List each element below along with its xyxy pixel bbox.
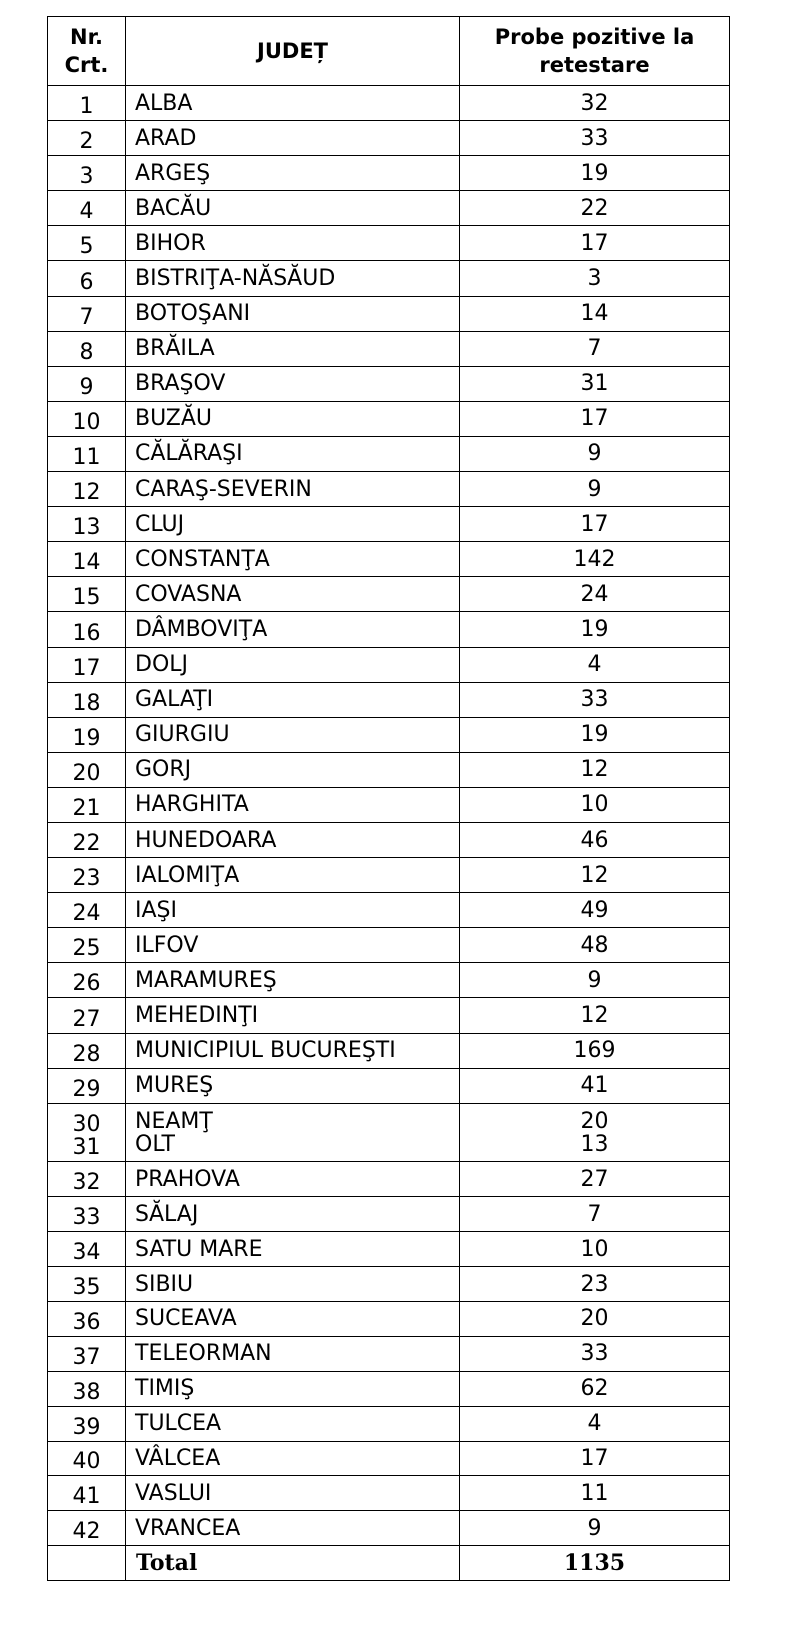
- table-row: [48, 507, 730, 542]
- table-row: [48, 893, 730, 928]
- positive-count: 12: [460, 752, 730, 787]
- positive-count: 22: [460, 191, 730, 226]
- county-name: SIBIU: [126, 1267, 460, 1302]
- table-row: [48, 156, 730, 191]
- table-row: [48, 1301, 730, 1336]
- row-number: 38: [48, 1371, 126, 1406]
- positive-count: 19: [460, 612, 730, 647]
- row-number: 31: [48, 1127, 126, 1162]
- county-name: PRAHOVA: [126, 1162, 460, 1197]
- table-row: [48, 1371, 730, 1406]
- table-row: [48, 1406, 730, 1441]
- positive-count: 12: [460, 858, 730, 893]
- county-name: COVASNA: [126, 577, 460, 612]
- row-number: 7: [48, 296, 126, 331]
- row-number: 16: [48, 612, 126, 647]
- table-row: [48, 1441, 730, 1476]
- table-row: [48, 1232, 730, 1267]
- table-row: [48, 682, 730, 717]
- county-name: BIHOR: [126, 226, 460, 261]
- row-number: 35: [48, 1267, 126, 1302]
- positive-count: 9: [460, 436, 730, 471]
- positive-count: 48: [460, 928, 730, 963]
- county-name: BACĂU: [126, 191, 460, 226]
- table-row: [48, 542, 730, 577]
- positive-count: 13: [460, 1127, 730, 1162]
- county-name: ALBA: [126, 86, 460, 121]
- row-number: 22: [48, 822, 126, 857]
- county-name: SĂLAJ: [126, 1197, 460, 1232]
- positive-count: 33: [460, 121, 730, 156]
- row-number: 32: [48, 1162, 126, 1197]
- table-row: [48, 296, 730, 331]
- table-row: [48, 436, 730, 471]
- positive-count: 62: [460, 1371, 730, 1406]
- table-row: [48, 612, 730, 647]
- positive-count: 4: [460, 1406, 730, 1441]
- header-nr-crt: [48, 17, 126, 86]
- row-number: 5: [48, 226, 126, 261]
- positive-count: 4: [460, 647, 730, 682]
- positive-count: 49: [460, 893, 730, 928]
- county-name: BOTOŞANI: [126, 296, 460, 331]
- row-number: 28: [48, 1033, 126, 1068]
- county-name: VÂLCEA: [126, 1441, 460, 1476]
- positive-count: 33: [460, 1336, 730, 1371]
- table-row: [48, 331, 730, 366]
- positive-count: 3: [460, 261, 730, 296]
- results-table-part-2: [47, 1127, 730, 1581]
- row-number: 40: [48, 1441, 126, 1476]
- table-row: [48, 1127, 730, 1162]
- row-number: 9: [48, 366, 126, 401]
- positive-count: 17: [460, 226, 730, 261]
- header-probe-pozitive: [460, 17, 730, 86]
- county-name: CĂLĂRAŞI: [126, 436, 460, 471]
- positive-count: 10: [460, 1232, 730, 1267]
- positive-count: 20: [460, 1103, 730, 1138]
- county-name: GIURGIU: [126, 717, 460, 752]
- county-name: DÂMBOVIŢA: [126, 612, 460, 647]
- positive-count: 27: [460, 1162, 730, 1197]
- positive-count: 17: [460, 401, 730, 436]
- row-number: 8: [48, 331, 126, 366]
- table-row: [48, 366, 730, 401]
- row-number: 41: [48, 1476, 126, 1511]
- county-name: ARGEŞ: [126, 156, 460, 191]
- row-number: 23: [48, 858, 126, 893]
- table-row: [48, 1267, 730, 1302]
- table-row: [48, 858, 730, 893]
- county-name: MUNICIPIUL BUCUREŞTI: [126, 1033, 460, 1068]
- positive-count: 41: [460, 1068, 730, 1103]
- table-header-row: [48, 17, 730, 86]
- county-name: CONSTANŢA: [126, 542, 460, 577]
- positive-count: 9: [460, 1511, 730, 1546]
- table-row: [48, 401, 730, 436]
- row-number: 13: [48, 507, 126, 542]
- row-number: 42: [48, 1511, 126, 1546]
- positive-count: 19: [460, 717, 730, 752]
- positive-count: 7: [460, 331, 730, 366]
- county-name: VRANCEA: [126, 1511, 460, 1546]
- row-number: 12: [48, 472, 126, 507]
- positive-count: 10: [460, 787, 730, 822]
- table-row: [48, 787, 730, 822]
- county-name: VASLUI: [126, 1476, 460, 1511]
- table-row: [48, 963, 730, 998]
- table-row: [48, 1476, 730, 1511]
- row-number: 1: [48, 86, 126, 121]
- positive-count: 169: [460, 1033, 730, 1068]
- positive-count: 20: [460, 1301, 730, 1336]
- row-number: 30: [48, 1103, 126, 1138]
- positive-count: 9: [460, 963, 730, 998]
- positive-count: 31: [460, 366, 730, 401]
- row-number: 19: [48, 717, 126, 752]
- county-name: BRĂILA: [126, 331, 460, 366]
- table-row: [48, 752, 730, 787]
- positive-count: 33: [460, 682, 730, 717]
- county-name: MARAMUREŞ: [126, 963, 460, 998]
- positive-count: 17: [460, 1441, 730, 1476]
- table-row: [48, 647, 730, 682]
- county-name: BISTRIŢA-NĂSĂUD: [126, 261, 460, 296]
- county-name: NEAMŢ: [126, 1103, 460, 1138]
- table-row: [48, 121, 730, 156]
- table-row: [48, 717, 730, 752]
- row-number: 24: [48, 893, 126, 928]
- positive-count: 12: [460, 998, 730, 1033]
- county-name: TELEORMAN: [126, 1336, 460, 1371]
- row-number: 20: [48, 752, 126, 787]
- county-name: TIMIŞ: [126, 1371, 460, 1406]
- positive-count: 7: [460, 1197, 730, 1232]
- row-number: 34: [48, 1232, 126, 1267]
- table-row: [48, 577, 730, 612]
- row-number: 27: [48, 998, 126, 1033]
- positive-count: 142: [460, 542, 730, 577]
- county-name: DOLJ: [126, 647, 460, 682]
- table-row: [48, 822, 730, 857]
- table-row: [48, 86, 730, 121]
- table-row: [48, 226, 730, 261]
- county-name: MEHEDINŢI: [126, 998, 460, 1033]
- total-value: 1135: [460, 1546, 730, 1581]
- table-row: [48, 191, 730, 226]
- row-number: 39: [48, 1406, 126, 1441]
- positive-count: 17: [460, 507, 730, 542]
- row-number: 21: [48, 787, 126, 822]
- table-row: [48, 928, 730, 963]
- row-number: 11: [48, 436, 126, 471]
- row-number: 25: [48, 928, 126, 963]
- total-nr-cell: [48, 1546, 126, 1581]
- row-number: 37: [48, 1336, 126, 1371]
- total-label: Total: [126, 1546, 460, 1581]
- county-name: HUNEDOARA: [126, 822, 460, 857]
- table-row: [48, 261, 730, 296]
- row-number: 15: [48, 577, 126, 612]
- table-row: [48, 1336, 730, 1371]
- county-name: BRAŞOV: [126, 366, 460, 401]
- county-name: CARAŞ-SEVERIN: [126, 472, 460, 507]
- header-probe-line1: Probe pozitive la: [494, 25, 695, 49]
- county-name: BUZĂU: [126, 401, 460, 436]
- table-row: [48, 472, 730, 507]
- row-number: 33: [48, 1197, 126, 1232]
- table-row: [48, 1162, 730, 1197]
- table-row: [48, 1068, 730, 1103]
- county-name: SATU MARE: [126, 1232, 460, 1267]
- county-name: MUREŞ: [126, 1068, 460, 1103]
- header-nr-line2: Crt.: [64, 53, 109, 77]
- county-name: IAŞI: [126, 893, 460, 928]
- county-name: GORJ: [126, 752, 460, 787]
- county-name: OLT: [126, 1127, 460, 1162]
- row-number: 29: [48, 1068, 126, 1103]
- county-name: TULCEA: [126, 1406, 460, 1441]
- table-row: [48, 1197, 730, 1232]
- row-number: 26: [48, 963, 126, 998]
- positive-count: 11: [460, 1476, 730, 1511]
- table-row: [48, 1033, 730, 1068]
- positive-count: 32: [460, 86, 730, 121]
- positive-count: 24: [460, 577, 730, 612]
- positive-count: 19: [460, 156, 730, 191]
- row-number: 17: [48, 647, 126, 682]
- positive-count: 14: [460, 296, 730, 331]
- positive-count: 46: [460, 822, 730, 857]
- row-number: 36: [48, 1301, 126, 1336]
- positive-count: 23: [460, 1267, 730, 1302]
- row-number: 3: [48, 156, 126, 191]
- row-number: 4: [48, 191, 126, 226]
- county-name: SUCEAVA: [126, 1301, 460, 1336]
- county-name: CLUJ: [126, 507, 460, 542]
- row-number: 6: [48, 261, 126, 296]
- county-name: ARAD: [126, 121, 460, 156]
- table-row: [48, 998, 730, 1033]
- county-name: HARGHITA: [126, 787, 460, 822]
- results-table-part-1: [47, 16, 730, 1138]
- county-name: IALOMIŢA: [126, 858, 460, 893]
- positive-count: 9: [460, 472, 730, 507]
- total-row: [48, 1546, 730, 1581]
- row-number: 2: [48, 121, 126, 156]
- header-nr-line1: Nr.: [70, 25, 103, 49]
- county-name: GALAŢI: [126, 682, 460, 717]
- row-number: 18: [48, 682, 126, 717]
- row-number: 14: [48, 542, 126, 577]
- header-probe-line2: retestare: [539, 53, 650, 77]
- table-row: [48, 1511, 730, 1546]
- county-name: ILFOV: [126, 928, 460, 963]
- header-judet: JUDEȚ: [126, 17, 460, 86]
- row-number: 10: [48, 401, 126, 436]
